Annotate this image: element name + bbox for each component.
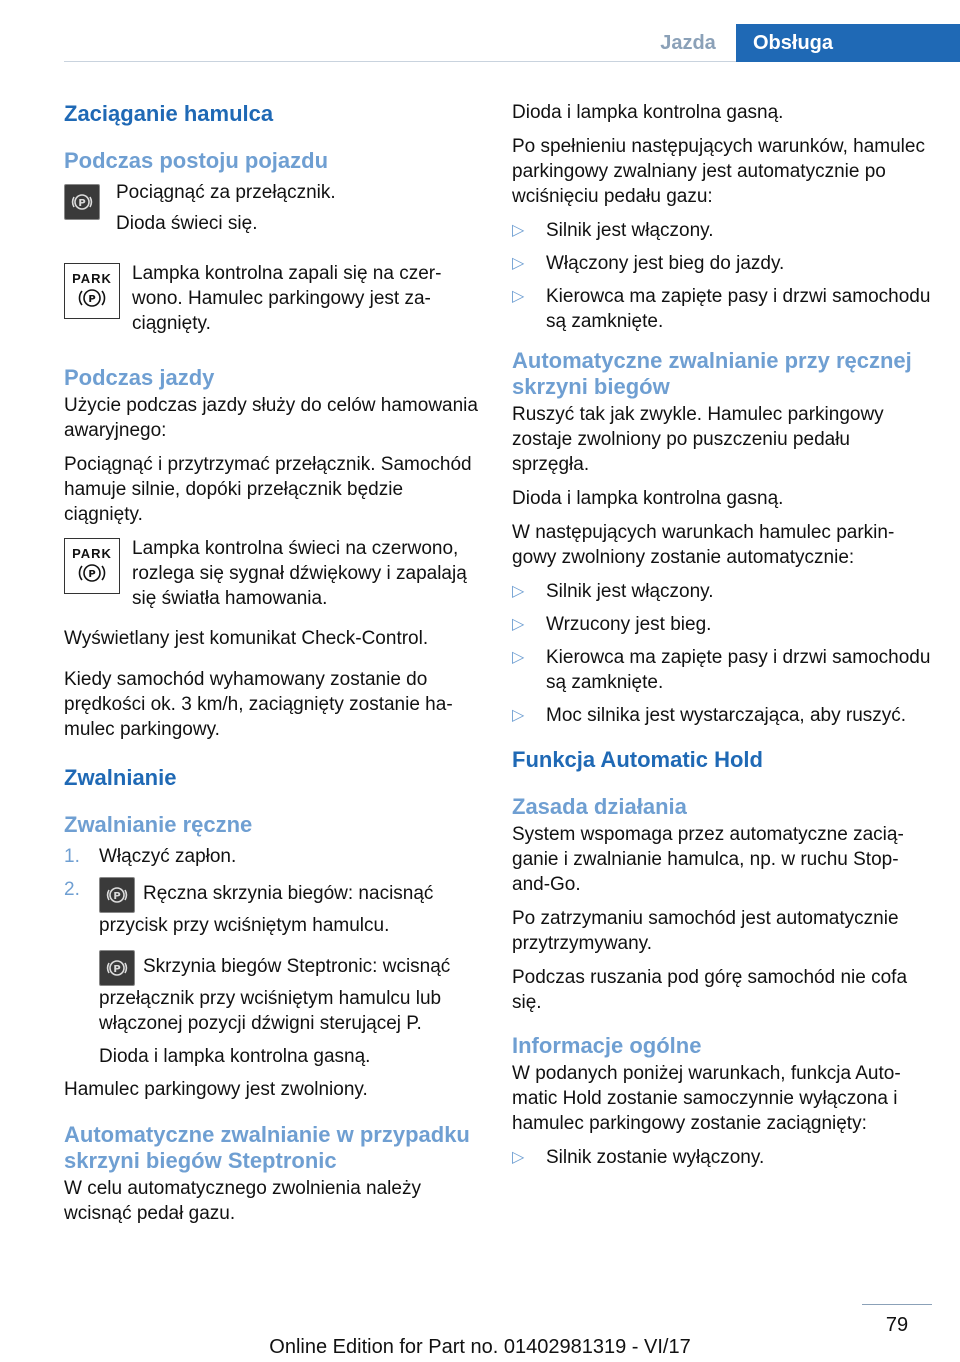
auto-manual-paragraph-2: Dioda i lampka kontrolna gasną. [512,488,784,509]
list-item [512,579,932,604]
list-item-text: Silnik jest włączony. [546,581,714,602]
list-item-text: Kierowca ma zapięte pasy i drzwi samochodu są zamknięte. [546,286,931,332]
list-marker-icon: ▷ [512,583,525,600]
right-paragraph-1: Dioda i lampka kontrolna gasną. [512,102,784,123]
auto-steptronic-text: W celu automatycznego zwolnienia należy wcisnąć pedał gazu. [64,1178,421,1224]
step-number: 1. [64,846,80,867]
heading-auto-release-steptronic: Automatyczne zwalnianie w przypadku skrzyni biegów Steptronic [64,1122,470,1173]
heading-principle: Zasada działania [512,794,687,819]
heading-auto-release-manual: Automatyczne zwalnianie przy ręcznej skrzyni biegów [512,348,912,399]
right-column [512,100,932,1180]
list-item [512,218,932,243]
list-marker-icon: ▷ [512,222,525,239]
park-label: PARK [72,546,112,561]
driving-paragraph-1: Użycie podczas jazdy służy do celów hamowania awaryjnego: [64,395,478,441]
heading-manual-release: Zwalnianie ręczne [64,812,253,837]
parking-brake-switch-icon [99,950,135,986]
general-paragraph-1: W podanych poniżej warunkach, funkcja Automatic Hold zostanie samoczynnie wyłączona i hamulec parkingowy zostanie zaciągnięty: [512,1063,901,1134]
heading-automatic-hold: Funkcja Automatic Hold [512,747,763,772]
step-item [64,877,478,1069]
heading-apply-brake: Zaciąganie hamulca [64,101,274,126]
auto-manual-paragraph-1: Ruszyć tak jak zwykle. Hamulec parkingowy zostaje zwolniony po puszczeniu pedału sprzęgła. [512,404,884,475]
park-label: PARK [72,271,112,286]
left-column [64,100,478,1235]
standstill-lamp-note [64,261,478,345]
park-indicator-icon [64,263,120,319]
parking-brake-switch-icon [99,877,135,913]
driving-lamp-text: Lampka kontrolna świeci na czerwono, rozlega się sygnał dźwiękowy i zapalają się światła hamowania. [132,538,467,609]
list-marker-icon: ▷ [512,288,525,305]
list-item-text: Wrzucony jest bieg. [546,614,712,635]
step2-steptronic [99,950,478,1036]
auto-release-conditions [512,218,932,334]
list-item [512,1145,932,1170]
list-item [512,284,932,334]
right-paragraph-2: Po spełnieniu następujących warunków, hamulec parkingowy zwalniany jest automatycznie po wciśnięciu pedału gazu: [512,136,925,207]
standstill-led: Dioda świeci się. [116,213,258,234]
auto-manual-conditions [512,579,932,728]
list-item [512,251,932,276]
list-marker-icon: ▷ [512,255,525,272]
principle-paragraph-1: System wspomaga przez automatyczne zaciąganie i zwalnianie hamulca, np. w ruchu Stop-and-Go. [512,824,904,895]
standstill-lamp-text: Lampka kontrolna zapali się na czerwono. Hamulec parkingowy jest zaciągnięty. [132,263,442,334]
heading-release: Zwalnianie [64,765,177,790]
list-item-text: Kierowca ma zapięte pasy i drzwi samochodu są zamknięte. [546,647,931,693]
list-item-text: Silnik jest włączony. [546,220,714,241]
general-conditions [512,1145,932,1170]
svg-text:P: P [88,569,96,580]
driving-paragraph-2: Pociągnąć i przytrzymać przełącznik. Samochód hamuje silnie, dopóki przełącznik będzie ciągnięty. [64,454,472,525]
step2-steptronic-text: Skrzynia biegów Steptronic: wcisnąć przełącznik przy wciśniętym hamulcu lub włączonej pozycji dźwigni sterującej P. [99,956,451,1034]
svg-text:P: P [78,198,86,209]
header-chapter-tab: Obsługa [736,24,960,62]
driving-paragraph-3: Wyświetlany jest komunikat Check-Control. [64,628,429,649]
list-item [512,645,932,695]
manual-release-steps [64,844,478,1069]
driving-paragraph-4: Kiedy samochód wyhamowany zostanie do prędkości ok. 3 km/h, zaciągnięty zostanie hamulec parkingowy. [64,669,453,740]
list-item [512,703,932,728]
list-marker-icon: ▷ [512,1149,525,1166]
step-text: Ręczna skrzynia biegów: nacisnąć przycisk przy wciśniętym hamulcu. [99,883,434,936]
list-item-text: Włączony jest bieg do jazdy. [546,253,785,274]
step-item [64,844,478,869]
list-item-text: Moc silnika jest wystarczająca, aby ruszyć. [546,705,907,726]
list-item-text: Silnik zostanie wyłączony. [546,1147,765,1168]
list-marker-icon: ▷ [512,616,525,633]
step-number: 2. [64,879,80,900]
svg-text:P: P [113,964,121,975]
list-marker-icon: ▷ [512,649,525,666]
heading-driving: Podczas jazdy [64,365,215,390]
edition-note: Online Edition for Part no. 01402981319 - VI/17 [269,1336,691,1358]
standstill-action: Pociągnąć za przełącznik. [116,182,336,203]
list-item [512,612,932,637]
header-section: Jazda [660,32,716,54]
principle-paragraph-3: Podczas ruszania pod górę samochód nie cofa się. [512,967,908,1013]
list-marker-icon: ▷ [512,707,525,724]
auto-manual-paragraph-3: W następujących warunkach hamulec parkingowy zwolniony zostanie automatycznie: [512,522,895,568]
step2-led: Dioda i lampka kontrolna gasną. [99,1046,371,1067]
step-text: Włączyć zapłon. [99,846,237,867]
principle-paragraph-2: Po zatrzymaniu samochód jest automatycznie przytrzymywany. [512,908,899,954]
page-number: 79 [885,1314,909,1336]
heading-standstill: Podczas postoju pojazdu [64,148,329,173]
driving-lamp-note [64,536,478,620]
park-indicator-icon [64,538,120,594]
svg-text:P: P [113,891,121,902]
released-text: Hamulec parkingowy jest zwolniony. [64,1079,368,1100]
standstill-instruction [64,180,478,245]
svg-text:P: P [88,294,96,305]
footer-rule [862,1304,932,1305]
parking-brake-switch-icon [64,184,100,220]
heading-general-info: Informacje ogólne [512,1033,702,1058]
